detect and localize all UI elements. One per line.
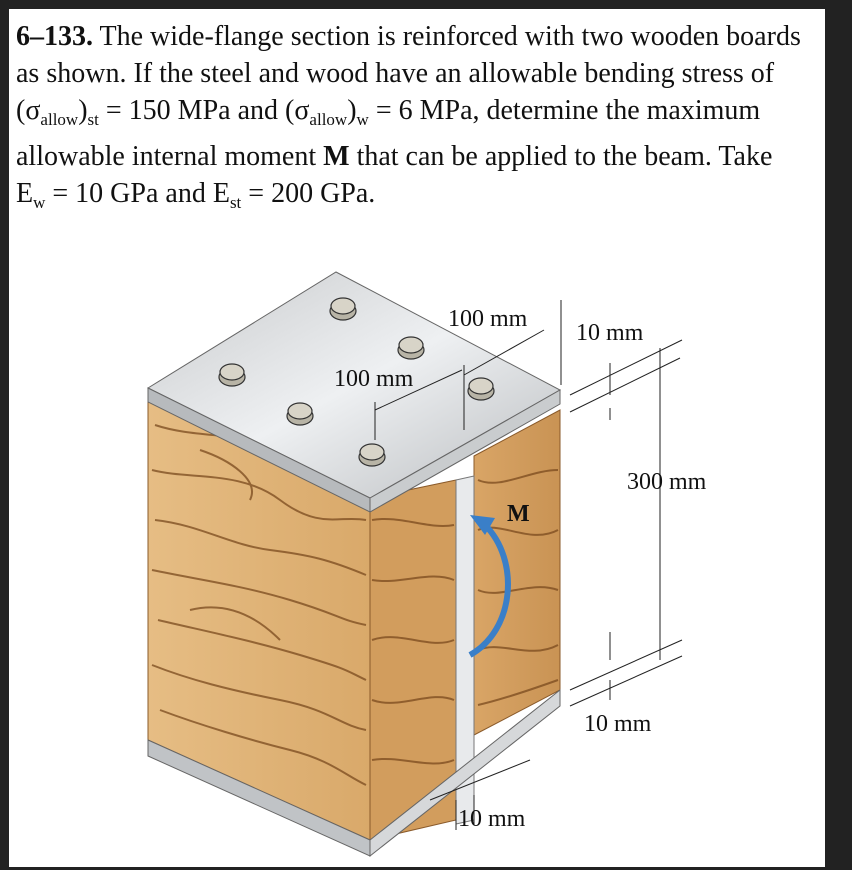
problem-text-6: = 200 GPa. (241, 178, 376, 209)
problem-statement: 6–133. The wide-flange section is reinforced with two wooden boards as shown. If the steel and wood have an allowable bending stress of $(\sigma_{allow})_{st} = 150$ MPa and $(\sigma_{allow})_w = 6$ MPa, determine the maximum allowable internal moment M that can be applied to the beam. Take $E_w = 10$ GPa and $E_{st} = 200$ GPa. (16, 21, 801, 212)
subscript-st: st (87, 110, 99, 129)
moment-label: M (507, 501, 530, 527)
moment-symbol: M (323, 141, 350, 172)
dim-label-100-top: 100 mm (448, 306, 528, 332)
dim-label-100-left: 100 mm (334, 366, 414, 392)
bolt-icon (287, 403, 313, 425)
bolt-icon (330, 298, 356, 320)
dim-label-10-right: 10 mm (584, 711, 652, 737)
bolt-icon (359, 444, 385, 466)
wood-board-right-face (474, 410, 560, 735)
dim-label-300: 300 mm (627, 469, 707, 495)
problem-text-1: The wide-flange section is reinforced with two wooden boards as shown. If the steel and wood have an allowable bending stress of (σ (16, 21, 801, 126)
subscript-st-2: st (229, 193, 242, 212)
subscript-allow-2: allow (309, 110, 348, 129)
bolt-icon (398, 337, 424, 359)
dim-label-10-bottom: 10 mm (458, 806, 526, 832)
subscript-allow: allow (40, 110, 79, 129)
problem-text-2: = 150 MPa and (σ (98, 95, 310, 126)
problem-text-4: that can be applied to the beam. Take E (16, 141, 773, 209)
problem-number: 6–133. (16, 21, 93, 52)
problem-text-5: = 10 GPa and E (45, 178, 230, 209)
subscript-w-2: w (33, 193, 46, 212)
dim-label-10-top: 10 mm (576, 320, 644, 346)
bolt-icon (219, 364, 245, 386)
bolt-icon (468, 378, 494, 400)
problem-text-3: = 6 MPa, determine the maximum allowable internal moment (16, 95, 761, 172)
subscript-w: w (356, 110, 369, 129)
